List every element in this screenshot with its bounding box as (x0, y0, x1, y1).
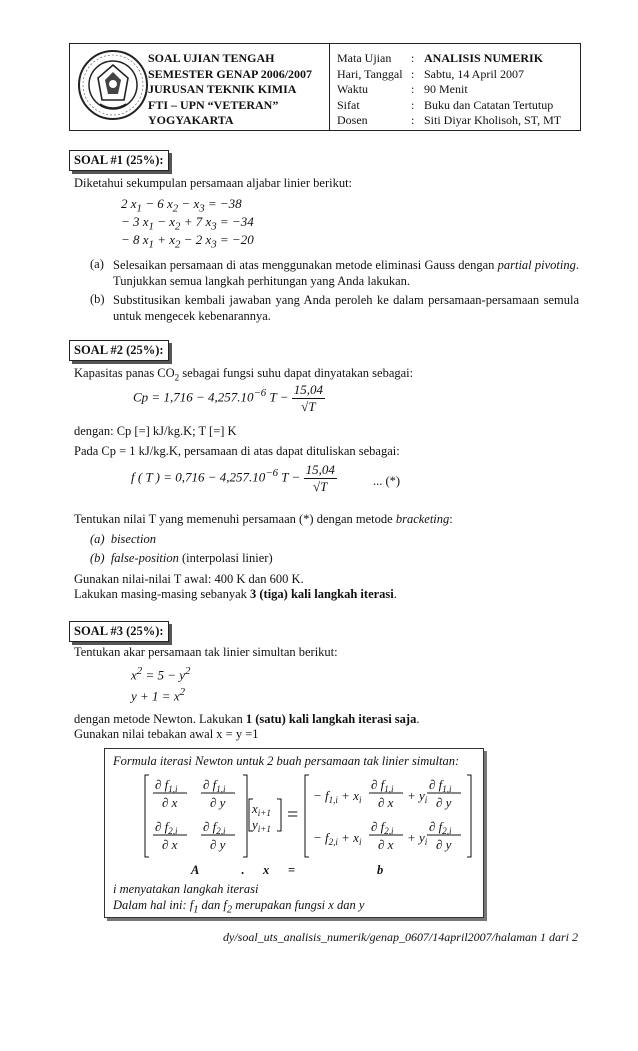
page-footer: dy/soal_uts_analisis_numerik/genap_0607/14april2007/halaman 1 dari 2 (222, 930, 578, 944)
svg-text:+ yi: + $y_i$ (407, 830, 428, 847)
svg-text:− f2,i + xi: − $f_{2,i} + x_i$ (313, 830, 362, 847)
svg-text:∂ y: ∂ y (436, 837, 452, 852)
university-logo-icon (76, 48, 150, 122)
soal2-instruction: Tentukan nilai T yang memenuhi persamaan (*) dengan metode bracketing: (74, 512, 453, 526)
institution-line: YOGYAKARTA (148, 113, 234, 127)
svg-text:∂ x: ∂ x (162, 795, 178, 810)
svg-text:∂ x: ∂ x (378, 795, 394, 810)
institution-line: SOAL UJIAN TENGAH (148, 51, 275, 65)
svg-text:∂ f2,i: ∂ $f_{2,i}$ (203, 819, 226, 836)
label-equals: = (288, 863, 296, 877)
label-x: x (263, 863, 270, 877)
soal2-equation-tag: ... (*) (373, 474, 401, 488)
svg-text:∂ y: ∂ y (210, 837, 226, 852)
detail-key: Dosen (337, 113, 368, 127)
detail-key: Sifat (337, 97, 360, 112)
svg-text:∂ y: ∂ y (436, 795, 452, 810)
soal2-line2: Pada Cp = 1 kJ/kg.K, persamaan di atas dapat dituliskan sebagai: (74, 444, 400, 458)
detail-value: Sabtu, 14 April 2007 (424, 66, 525, 81)
svg-text:xi+1: $x_{i+1}$ (252, 801, 271, 818)
label-A: A (191, 863, 200, 877)
soal2-method-b: (b) false-position (interpolasi linier) (90, 551, 273, 565)
svg-text:=: = (287, 804, 299, 826)
soal3-guess: Gunakan nilai tebakan awal x = y =1 (74, 727, 259, 741)
soal2-method-a: (a) bisection (90, 532, 156, 546)
detail-value: Buku dan Catatan Tertutup (424, 97, 554, 112)
svg-text:∂ f1,i: ∂ $f_{1,i}$ (371, 777, 394, 794)
soal2-equation-cp: $Cp = 1,716 - 4,257.10^{-6}$ T − $\frac{15,04}{√T}$ (133, 382, 323, 414)
institution-line: FTI – UPN “VETERAN” (148, 97, 279, 112)
formula-title: Formula iterasi Newton untuk 2 buah persamaan tak linier simultan: (113, 754, 460, 768)
detail-value: 90 Menit (424, 82, 468, 96)
soal1-item-label: (a) (90, 257, 104, 271)
formula-note-1: i menyatakan langkah iterasi (113, 882, 259, 896)
institution-line: JURUSAN TEKNIK KIMIA (148, 82, 297, 96)
detail-value: Siti Diyar Kholisoh, ST, MT (424, 113, 562, 127)
svg-text:∂ x: ∂ x (162, 837, 178, 852)
soal1-equation-1: 2 $x_1 - 6$ $x_2 - x_3 = -38$ (121, 196, 242, 215)
soal2-title: SOAL #2 (25%): (69, 340, 169, 361)
label-b: b (377, 863, 384, 877)
svg-text:∂ x: ∂ x (378, 837, 394, 852)
detail-key: Hari, Tanggal (337, 66, 403, 81)
soal2-iterations: Lakukan masing-masing sebanyak 3 (tiga) kali langkah iterasi. (74, 587, 397, 601)
svg-text:∂ f1,i: ∂ $f_{1,i}$ (203, 777, 226, 794)
soal1-title: SOAL #1 (25%): (69, 150, 169, 171)
institution-block (148, 51, 312, 129)
svg-text:∂ f2,i: ∂ $f_{2,i}$ (429, 819, 452, 836)
svg-text:yi+1: $y_{i+1}$ (252, 817, 271, 834)
soal2-units: dengan: Cp [=] kJ/kg.K; T [=] K (74, 424, 237, 438)
header-divider (329, 44, 330, 130)
soal2-equation-fT: f ( T ) = $0,716 - 4,257.10^{-6}$ T − $\frac{15,04}{√T}$ (131, 462, 335, 494)
svg-text:∂ y: ∂ y (210, 795, 226, 810)
svg-text:− f1,i + xi: − $f_{1,i} + x_i$ (313, 788, 362, 805)
detail-key: Waktu (337, 82, 369, 96)
svg-text:∂ f2,i: ∂ $f_{2,i}$ (371, 819, 394, 836)
soal3-method: dengan metode Newton. Lakukan 1 (satu) kali langkah iterasi saja. (74, 712, 420, 726)
exam-header: SOAL UJIAN TENGAH SEMESTER GENAP 2006/2007 JURUSAN TEKNIK KIMIA FTI – UPN “VETERAN” YOGYAKARTA Mata Ujian : ANALISIS NUMERIK Hari, Tanggal : Sabtu, 14 April 2007 Waktu : 90 Menit Sifat : Buku dan Catatan Tertutup Dosen : Siti Diyar Kholisoh, ST, MT (69, 43, 581, 131)
soal1-item-a: Selesaikan persamaan di atas menggunakan metode eliminasi Gauss dengan partial pivoting. Tunjukkan semua langkah perhitungan yang Anda lakukan. (113, 258, 579, 288)
soal3-equation-2: $y + 1 = x^2$ (131, 686, 186, 704)
soal2-intro: Kapasitas panas $CO_2$ sebagai fungsi suhu dapat dinyatakan sebagai: (74, 366, 414, 383)
svg-text:∂ f2,i: ∂ $f_{2,i}$ (155, 819, 178, 836)
newton-formula-box (104, 748, 484, 918)
svg-text:∂ f1,i: ∂ $f_{1,i}$ (155, 777, 178, 794)
detail-value: ANALISIS NUMERIK (424, 51, 544, 65)
soal1-equation-3: − 8 $x_1 + x_2 - 2$ $x_3 = -20$ (121, 232, 254, 251)
detail-key: Mata Ujian (337, 51, 392, 65)
institution-line: SEMESTER GENAP 2006/2007 (148, 66, 313, 81)
soal1-item-b: Substitusikan kembali jawaban yang Anda peroleh ke dalam persamaan-persamaan semula untuk mengecek kebenarannya. (113, 293, 579, 323)
soal1-equation-2: − 3 $x_1 - x_2 + 7$ $x_3 = -34$ (121, 214, 254, 233)
svg-text:∂ f1,i: ∂ $f_{1,i}$ (429, 777, 452, 794)
soal3-title: SOAL #3 (25%): (69, 621, 169, 642)
formula-note-2: Dalam hal ini: $f_1$ dan $f_2$ merupakan fungsi x dan y (113, 898, 365, 916)
svg-text:+ yi: + $y_i$ (407, 788, 428, 805)
soal2-initial-values: Gunakan nilai-nilai T awal: 400 K dan 600 K. (74, 572, 304, 586)
soal3-equation-1: $x^2 = 5 - y^2$ (131, 665, 191, 683)
soal3-intro: Tentukan akar persamaan tak linier simultan berikut: (74, 645, 338, 659)
soal1-item-label: (b) (90, 292, 105, 306)
soal1-intro: Diketahui sekumpulan persamaan aljabar linier berikut: (74, 176, 353, 190)
label-dot: . (241, 863, 245, 877)
